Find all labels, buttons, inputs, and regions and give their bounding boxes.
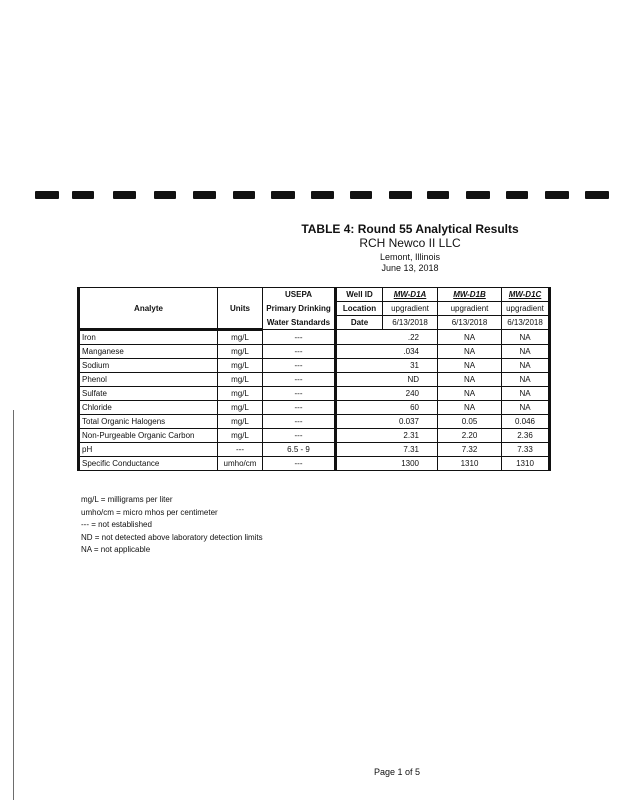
value-cell: NA [502, 345, 550, 359]
value-cell: 60 [410, 403, 419, 412]
standard-cell: --- [263, 415, 336, 429]
analyte-cell: Non-Purgeable Organic Carbon [79, 429, 218, 443]
report-date: June 13, 2018 [381, 263, 439, 273]
analyte-cell: pH [79, 443, 218, 457]
site-location: Lemont, Illinois [379, 252, 441, 262]
standard-cell: --- [263, 330, 336, 345]
table-row [79, 457, 550, 471]
value-cell: 240 [405, 389, 419, 398]
scan-dash-artifact [0, 188, 618, 202]
scan-dash [193, 191, 216, 199]
header-standard-line1: USEPA [263, 288, 336, 302]
company-name: RCH Newco II LLC [359, 236, 461, 250]
standard-cell: --- [263, 359, 336, 373]
value-cell: ND [407, 375, 419, 384]
well-id-2: MW-D1B [438, 288, 502, 302]
title-block [280, 222, 540, 273]
table-row [79, 401, 550, 415]
well-date-1: 6/13/2018 [383, 316, 438, 330]
standard-cell: --- [263, 401, 336, 415]
units-cell: mg/L [218, 429, 263, 443]
value-cell: NA [438, 401, 502, 415]
well-spacer-cell [336, 415, 438, 429]
value-cell: NA [438, 387, 502, 401]
header-standard-line3: Water Standards [263, 316, 336, 330]
value-cell: NA [502, 359, 550, 373]
value-cell: NA [438, 330, 502, 345]
scan-dash [545, 191, 569, 199]
units-cell: mg/L [218, 345, 263, 359]
scan-dash [427, 191, 449, 199]
well-spacer-cell [336, 443, 438, 457]
scan-dash [389, 191, 412, 199]
units-cell: mg/L [218, 330, 263, 345]
note-line: --- = not established [81, 520, 152, 529]
analyte-cell: Total Organic Halogens [79, 415, 218, 429]
analyte-cell: Chloride [79, 401, 218, 415]
value-cell: 1300 [401, 459, 419, 468]
value-cell: NA [502, 387, 550, 401]
well-spacer-cell [336, 345, 438, 359]
value-cell: 1310 [502, 457, 550, 471]
value-cell: 0.037 [398, 417, 419, 426]
analyte-cell: Iron [79, 330, 218, 345]
header-well-id: Well ID [336, 288, 383, 302]
value-cell: 7.32 [438, 443, 502, 457]
standard-cell: --- [263, 387, 336, 401]
well-spacer-cell [336, 330, 438, 345]
well-spacer-cell [336, 387, 438, 401]
scan-dash [506, 191, 528, 199]
scan-dash [271, 191, 295, 199]
analyte-cell: Sulfate [79, 387, 218, 401]
units-cell: mg/L [218, 387, 263, 401]
value-cell: NA [502, 330, 550, 345]
results-table [77, 287, 551, 471]
standard-cell: --- [263, 457, 336, 471]
units-cell: umho/cm [218, 457, 263, 471]
scan-dash [233, 191, 255, 199]
standard-cell: 6.5 - 9 [263, 443, 336, 457]
analyte-cell: Phenol [79, 373, 218, 387]
value-cell: NA [502, 373, 550, 387]
value-cell: NA [438, 373, 502, 387]
scan-dash [466, 191, 490, 199]
units-cell: mg/L [218, 401, 263, 415]
table-row [79, 345, 550, 359]
value-cell: 2.20 [438, 429, 502, 443]
well-location-2: upgradient [438, 302, 502, 316]
table-row [79, 330, 550, 345]
table-notes [81, 494, 263, 557]
analyte-cell: Sodium [79, 359, 218, 373]
well-spacer-cell [336, 359, 438, 373]
value-cell: .22 [407, 332, 419, 342]
standard-cell: --- [263, 429, 336, 443]
well-id-3: MW-D1C [502, 288, 550, 302]
scan-dash [585, 191, 609, 199]
units-cell: mg/L [218, 373, 263, 387]
header-location: Location [336, 302, 383, 316]
value-cell: NA [438, 359, 502, 373]
note-line: umho/cm = micro mhos per centimeter [81, 507, 218, 517]
well-id-1: MW-D1A [383, 288, 438, 302]
well-date-3: 6/13/2018 [502, 316, 550, 330]
header-standard-line2: Primary Drinking [263, 302, 336, 316]
value-cell: 31 [410, 361, 419, 370]
well-spacer-cell [336, 373, 438, 387]
table-row [79, 387, 550, 401]
value-cell: 7.31 [403, 445, 419, 454]
units-cell: mg/L [218, 359, 263, 373]
value-cell: .034 [403, 347, 419, 356]
note-line: NA = not applicable [81, 545, 151, 554]
value-cell: 2.36 [502, 429, 550, 443]
table-row [79, 415, 550, 429]
table-row [79, 359, 550, 373]
scan-dash [311, 191, 334, 199]
note-line: ND = not detected above laboratory detection limits [81, 532, 263, 542]
value-cell: 1310 [438, 457, 502, 471]
well-spacer-cell [336, 429, 438, 443]
value-cell: NA [438, 345, 502, 359]
table-row [79, 443, 550, 457]
table-row [79, 429, 550, 443]
page-number: Page 1 of 5 [374, 767, 421, 777]
header-units: Units [218, 288, 263, 330]
well-date-2: 6/13/2018 [438, 316, 502, 330]
well-spacer-cell [336, 457, 438, 471]
well-spacer-cell [336, 401, 438, 415]
scan-dash [72, 191, 94, 199]
value-cell: NA [502, 401, 550, 415]
units-cell: --- [218, 443, 263, 457]
well-location-3: upgradient [502, 302, 550, 316]
analyte-cell: Specific Conductance [79, 457, 218, 471]
scan-edge-line [13, 410, 14, 800]
value-cell: 7.33 [502, 443, 550, 457]
units-cell: mg/L [218, 415, 263, 429]
scan-dash [113, 191, 136, 199]
value-cell: 2.31 [403, 431, 419, 440]
header-date: Date [336, 316, 383, 330]
well-location-1: upgradient [383, 302, 438, 316]
table-row [79, 373, 550, 387]
scan-dash [35, 191, 59, 199]
scan-dash [154, 191, 176, 199]
value-cell: 0.05 [438, 415, 502, 429]
value-cell: 0.046 [502, 415, 550, 429]
table-title: TABLE 4: Round 55 Analytical Results [301, 222, 519, 236]
header-analyte: Analyte [79, 288, 218, 330]
standard-cell: --- [263, 345, 336, 359]
scan-dash [350, 191, 372, 199]
analyte-cell: Manganese [79, 345, 218, 359]
standard-cell: --- [263, 373, 336, 387]
note-line: mg/L = milligrams per liter [81, 495, 173, 504]
